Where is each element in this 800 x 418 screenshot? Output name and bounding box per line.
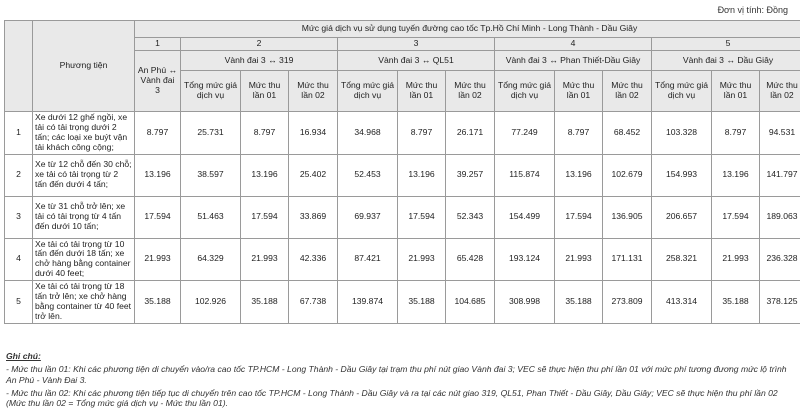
fee-value-cell: 69.937 bbox=[338, 196, 398, 238]
fee-value-cell: 273.809 bbox=[603, 281, 652, 324]
fee-value-cell: 189.063 bbox=[760, 196, 800, 238]
fee-value-cell: 51.463 bbox=[181, 196, 241, 238]
fee-value-cell: 8.797 bbox=[398, 112, 446, 155]
vehicle-description: Xe từ 12 chỗ đến 30 chỗ; xe tải có tải trọng từ 2 tấn đến dưới 4 tấn; bbox=[33, 154, 135, 196]
fee-value-cell: 13.196 bbox=[241, 154, 289, 196]
fee-value-cell: 103.328 bbox=[652, 112, 712, 155]
row-number: 5 bbox=[5, 281, 33, 324]
table-row bbox=[5, 281, 800, 324]
sub-header-fee-01: Mức thu lần 01 bbox=[555, 71, 603, 112]
table-row bbox=[5, 238, 800, 281]
col-index-4: 4 bbox=[495, 38, 652, 51]
note-line-1: - Mức thu lần 01: Khi các phương tiện di chuyển vào/ra cao tốc TP.HCM - Long Thành - Dầu Giây tại trạm thu phí nút giao Vành đai 3; VEC sẽ thực hiện thu phí lần 01 với mức phí tương đương mức lộ trình An Phú - Vành Đai 3. bbox=[6, 364, 787, 385]
row-number: 1 bbox=[5, 112, 33, 155]
sub-header-fee-02: Mức thu lần 02 bbox=[760, 71, 800, 112]
fee-value-cell: 16.934 bbox=[289, 112, 338, 155]
fee-value-cell: 35.188 bbox=[135, 281, 181, 324]
fee-value-cell: 67.738 bbox=[289, 281, 338, 324]
fee-value-cell: 68.452 bbox=[603, 112, 652, 155]
fee-value-cell: 65.428 bbox=[446, 238, 495, 281]
note-line-2: - Mức thu lần 02: Khi các phương tiện tiếp tục di chuyển trên cao tốc TP.HCM - Long Thành - Dầu Giây và ra tại các nút giao 319, QL51, Phan Thiết - Dầu Giây, Dầu Giây; VEC sẽ thực hiện thu phí lần 02 (Mức thu lần 02 = Tổng mức giá dịch vụ - Mức thu lần 01). bbox=[6, 387, 778, 409]
fee-value-cell: 25.731 bbox=[181, 112, 241, 155]
sub-header-total: Tổng mức giá dịch vụ bbox=[181, 71, 241, 112]
fee-value-cell: 25.402 bbox=[289, 154, 338, 196]
fee-value-cell: 33.869 bbox=[289, 196, 338, 238]
fee-value-cell: 258.321 bbox=[652, 238, 712, 281]
table-row bbox=[5, 154, 800, 196]
vehicle-header: Phương tiện bbox=[33, 21, 135, 112]
vehicle-description: Xe dưới 12 ghế ngồi, xe tải có tải trọng dưới 2 tấn; các loại xe buýt vận tải khách công cộng; bbox=[33, 112, 135, 155]
fee-value-cell: 139.874 bbox=[338, 281, 398, 324]
fee-value-cell: 102.926 bbox=[181, 281, 241, 324]
unit-label: Đơn vị tính: Đồng bbox=[717, 5, 788, 15]
col-index-3: 3 bbox=[338, 38, 495, 51]
fee-value-cell: 104.685 bbox=[446, 281, 495, 324]
fee-value-cell: 17.594 bbox=[398, 196, 446, 238]
fee-value-cell: 102.679 bbox=[603, 154, 652, 196]
fee-value-cell: 154.993 bbox=[652, 154, 712, 196]
route-group-phan-thiet: Vành đai 3 ↔ Phan Thiết-Dầu Giây bbox=[495, 51, 652, 71]
fee-value-cell: 141.797 bbox=[760, 154, 800, 196]
fee-value-cell: 17.594 bbox=[135, 196, 181, 238]
vehicle-description: Xe từ 31 chỗ trở lên; xe tải có tải trọng từ 4 tấn đến dưới 10 tấn; bbox=[33, 196, 135, 238]
fee-value-cell: 39.257 bbox=[446, 154, 495, 196]
col-index-2: 2 bbox=[181, 38, 338, 51]
row-number: 4 bbox=[5, 238, 33, 281]
route-group-ql51: Vành đai 3 ↔ QL51 bbox=[338, 51, 495, 71]
fee-value-cell: 64.329 bbox=[181, 238, 241, 281]
fee-value-cell: 35.188 bbox=[398, 281, 446, 324]
fee-value-cell: 206.657 bbox=[652, 196, 712, 238]
table-title: Mức giá dịch vụ sử dụng tuyến đường cao tốc Tp.Hồ Chí Minh - Long Thành - Dầu Giây bbox=[135, 21, 800, 38]
notes-section bbox=[6, 351, 796, 412]
row-number: 3 bbox=[5, 196, 33, 238]
row-number: 2 bbox=[5, 154, 33, 196]
fee-value-cell: 87.421 bbox=[338, 238, 398, 281]
route-an-phu-header: An Phú ↔ Vành đai 3 bbox=[135, 51, 181, 112]
fee-value-cell: 42.336 bbox=[289, 238, 338, 281]
route-group-dau-giay: Vành đai 3 ↔ Dầu Giây bbox=[652, 51, 800, 71]
fee-value-cell: 8.797 bbox=[241, 112, 289, 155]
fee-value-cell: 34.968 bbox=[338, 112, 398, 155]
fee-value-cell: 13.196 bbox=[712, 154, 760, 196]
vehicle-description: Xe tải có tải trọng từ 10 tấn đến dưới 18 tấn; xe chở hàng bằng container dưới 40 feet; bbox=[33, 238, 135, 281]
fee-value-cell: 21.993 bbox=[241, 238, 289, 281]
sub-header-fee-01: Mức thu lần 01 bbox=[241, 71, 289, 112]
fee-value-cell: 26.171 bbox=[446, 112, 495, 155]
fee-value-cell: 136.905 bbox=[603, 196, 652, 238]
table-row bbox=[5, 112, 800, 155]
fee-value-cell: 171.131 bbox=[603, 238, 652, 281]
notes-title: Ghi chú: bbox=[6, 351, 41, 361]
fee-value-cell: 308.998 bbox=[495, 281, 555, 324]
fee-value-cell: 52.453 bbox=[338, 154, 398, 196]
fee-value-cell: 17.594 bbox=[712, 196, 760, 238]
sub-header-fee-02: Mức thu lần 02 bbox=[446, 71, 495, 112]
sub-header-fee-01: Mức thu lần 01 bbox=[398, 71, 446, 112]
fee-value-cell: 8.797 bbox=[712, 112, 760, 155]
fee-value-cell: 154.499 bbox=[495, 196, 555, 238]
fee-value-cell: 413.314 bbox=[652, 281, 712, 324]
fee-value-cell: 35.188 bbox=[241, 281, 289, 324]
fee-value-cell: 8.797 bbox=[135, 112, 181, 155]
fee-value-cell: 17.594 bbox=[555, 196, 603, 238]
sub-header-fee-02: Mức thu lần 02 bbox=[289, 71, 338, 112]
fee-value-cell: 21.993 bbox=[555, 238, 603, 281]
fee-value-cell: 21.993 bbox=[712, 238, 760, 281]
sub-header-fee-01: Mức thu lần 01 bbox=[712, 71, 760, 112]
fee-value-cell: 115.874 bbox=[495, 154, 555, 196]
fee-value-cell: 52.343 bbox=[446, 196, 495, 238]
fee-value-cell: 35.188 bbox=[555, 281, 603, 324]
fee-value-cell: 21.993 bbox=[398, 238, 446, 281]
fee-value-cell: 193.124 bbox=[495, 238, 555, 281]
fee-value-cell: 35.188 bbox=[712, 281, 760, 324]
route-group-319: Vành đai 3 ↔ 319 bbox=[181, 51, 338, 71]
table-row bbox=[5, 196, 800, 238]
sub-header-fee-02: Mức thu lần 02 bbox=[603, 71, 652, 112]
fee-value-cell: 94.531 bbox=[760, 112, 800, 155]
col-index-5: 5 bbox=[652, 38, 800, 51]
fee-value-cell: 378.125 bbox=[760, 281, 800, 324]
corner-cell bbox=[5, 21, 33, 112]
sub-header-total: Tổng mức giá dịch vụ bbox=[495, 71, 555, 112]
fee-value-cell: 13.196 bbox=[398, 154, 446, 196]
fee-value-cell: 236.328 bbox=[760, 238, 800, 281]
fee-value-cell: 77.249 bbox=[495, 112, 555, 155]
toll-fee-table bbox=[4, 20, 800, 324]
fee-value-cell: 8.797 bbox=[555, 112, 603, 155]
fee-value-cell: 17.594 bbox=[241, 196, 289, 238]
vehicle-description: Xe tải có tải trọng từ 18 tấn trở lên; xe chở hàng bằng container từ 40 feet trở lên. bbox=[33, 281, 135, 324]
col-index-1: 1 bbox=[135, 38, 181, 51]
fee-value-cell: 38.597 bbox=[181, 154, 241, 196]
sub-header-total: Tổng mức giá dịch vụ bbox=[338, 71, 398, 112]
fee-value-cell: 13.196 bbox=[555, 154, 603, 196]
fee-value-cell: 21.993 bbox=[135, 238, 181, 281]
fee-value-cell: 13.196 bbox=[135, 154, 181, 196]
sub-header-total: Tổng mức giá dịch vụ bbox=[652, 71, 712, 112]
table-body bbox=[5, 112, 800, 324]
